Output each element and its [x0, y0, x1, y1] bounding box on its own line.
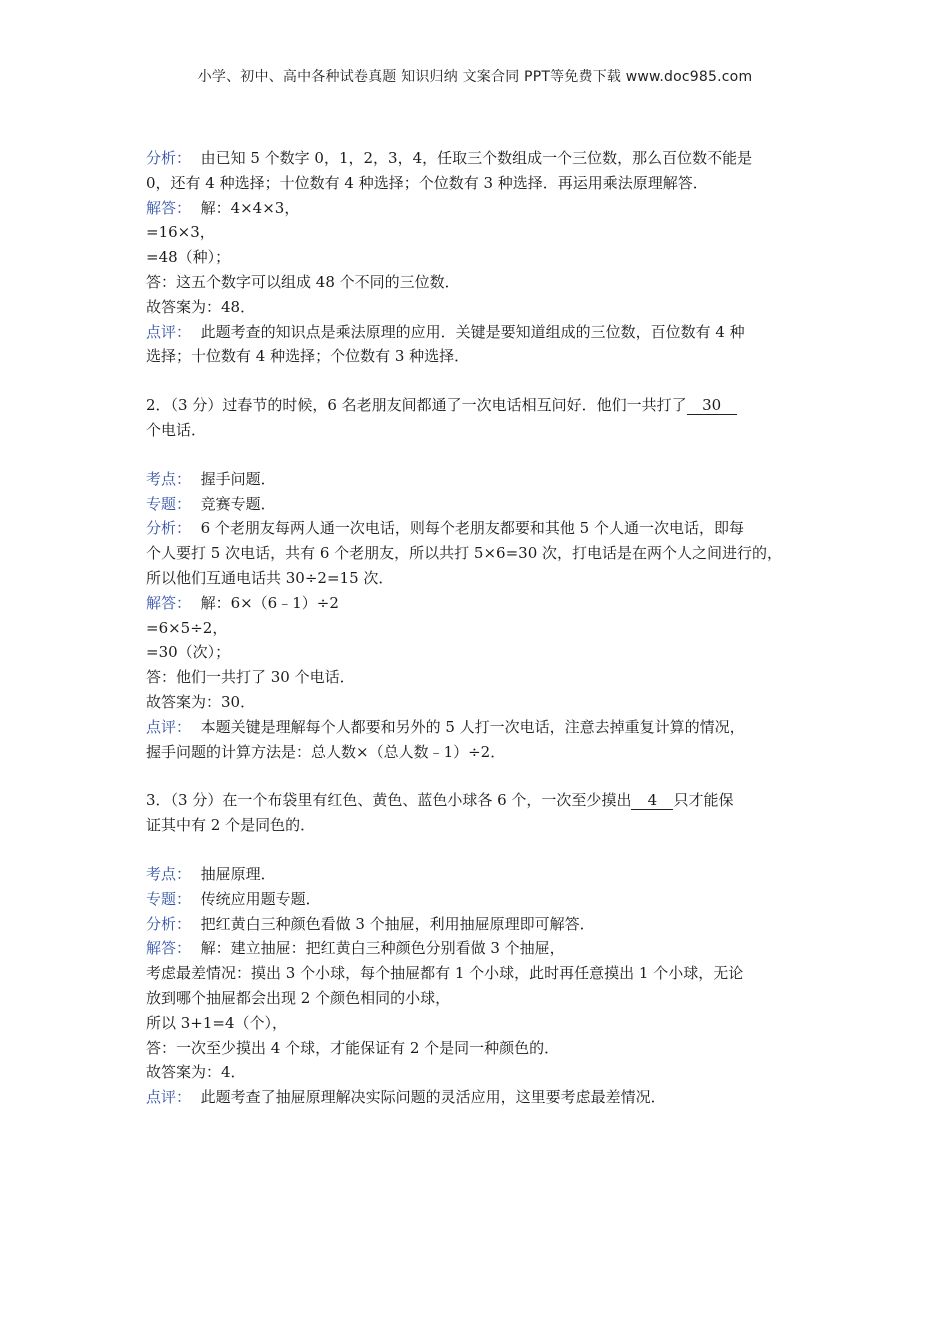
label-comment: 点评： [146, 717, 192, 736]
q3-answer-line-6: 故答案为：4． [146, 1063, 246, 1082]
q1-analysis-line-1: 分析： 由已知 5 个数字 0，1，2，3，4，任取三个数组成一个三位数，那么百位数不能是 [146, 149, 753, 167]
q2-answer-line-4: 答：他们一共打了 30 个电话． [146, 668, 355, 687]
q2-answer-line-1: 解答： 解：6×（6﹣1）÷2 [146, 593, 339, 612]
q3-stem-line-1: 3．（3 分）在一个布袋里有红色、黄色、蓝色小球各 6 个，一次至少摸出 4 只才能保 [146, 791, 734, 810]
q2-comment-line-2: 握手问题的计算方法是：总人数×（总人数﹣1）÷2． [146, 742, 506, 761]
q1-answer-line-3: =48（种）； [146, 248, 231, 267]
label-answer: 解答： [146, 939, 192, 958]
q2-point: 考点： 握手问题． [146, 469, 276, 488]
q3-answer-line-2: 考虑最差情况：摸出 3 个小球，每个抽屉都有 1 个小球，此时再任意摸出 1 个小球，无论 [146, 964, 744, 983]
q1-comment-line-1: 点评： 此题考查的知识点是乘法原理的应用．关键是要知道组成的三位数，百位数有 4 种 [146, 322, 745, 341]
q1-answer-line-4: 答：这五个数字可以组成 48 个不同的三位数． [146, 272, 460, 291]
q3-topic: 专题： 传统应用题专题． [146, 889, 321, 908]
q3-comment: 点评： 此题考查了抽屉原理解决实际问题的灵活应用，这里要考虑最差情况． [146, 1088, 666, 1107]
label-analysis: 分析： [146, 914, 192, 933]
q2-analysis-line-3: 所以他们互通电话共 30÷2=15 次． [146, 568, 394, 587]
q2-analysis-line-2: 个人要打 5 次电话，共有 6 个老朋友，所以共打 5×6=30 次，打电话是在两个人之间进行的， [146, 544, 783, 563]
q3-stem-line-2: 证其中有 2 个是同色的． [146, 816, 316, 835]
q1-answer-line-2: =16×3， [146, 223, 215, 242]
label-analysis: 分析： [146, 149, 192, 167]
label-answer: 解答： [146, 593, 192, 612]
q2-analysis-line-1: 分析： 6 个老朋友每两人通一次电话，则每个老朋友都要和其他 5 个人通一次电话，即每 [146, 519, 744, 538]
q2-answer-line-3: =30（次）； [146, 643, 231, 662]
label-analysis: 分析： [146, 519, 192, 538]
label-answer: 解答： [146, 198, 192, 217]
q2-answer-blank: 30 [687, 396, 737, 415]
document-body [146, 146, 816, 1110]
q2-answer-line-5: 故答案为：30． [146, 692, 256, 711]
label-comment: 点评： [146, 322, 192, 341]
q2-stem-line-1: 2．（3 分）过春节的时候，6 名老朋友间都通了一次电话相互问好．他们一共打了 30 [146, 393, 816, 418]
q2-topic: 专题： 竞赛专题． [146, 494, 276, 513]
q2-comment-line-1: 点评： 本题关键是理解每个人都要和另外的 5 人打一次电话，注意去掉重复计算的情况， [146, 717, 745, 736]
q3-answer-blank: 4 [631, 791, 673, 810]
q3-analysis: 分析： 把红黄白三种颜色看做 3 个抽屉，利用抽屉原理即可解答． [146, 914, 595, 933]
q1-answer-line-1: 解答： 解：4×4×3， [146, 198, 300, 217]
q1-analysis-line-2: 0，还有 4 种选择；十位数有 4 种选择；个位数有 3 种选择．再运用乘法原理解答． [146, 173, 708, 192]
q2-stem-line-2: 个电话． [146, 420, 207, 439]
label-comment: 点评： [146, 1088, 192, 1107]
label-topic: 专题： [146, 494, 192, 513]
page-header: 小学、初中、高中各种试卷真题 知识归纳 文案合同 PPT等免费下载 www.doc985.com [197, 69, 753, 85]
q3-answer-line-1: 解答： 解：建立抽屉：把红黄白三种颜色分别看做 3 个抽屉， [146, 939, 565, 958]
q1-comment-line-2: 选择；十位数有 4 种选择；个位数有 3 种选择． [146, 347, 470, 366]
q3-point: 考点： 抽屉原理． [146, 864, 276, 883]
q2-answer-line-2: =6×5÷2， [146, 618, 228, 637]
q3-answer-line-4: 所以 3+1=4（个）， [146, 1013, 288, 1032]
label-point: 考点： [146, 469, 192, 488]
label-topic: 专题： [146, 889, 192, 908]
q1-answer-line-5: 故答案为：48． [146, 297, 256, 316]
q3-answer-line-5: 答：一次至少摸出 4 个球，才能保证有 2 个是同一种颜色的． [146, 1038, 560, 1057]
label-point: 考点： [146, 864, 192, 883]
q3-answer-line-3: 放到哪个抽屉都会出现 2 个颜色相同的小球， [146, 988, 451, 1007]
